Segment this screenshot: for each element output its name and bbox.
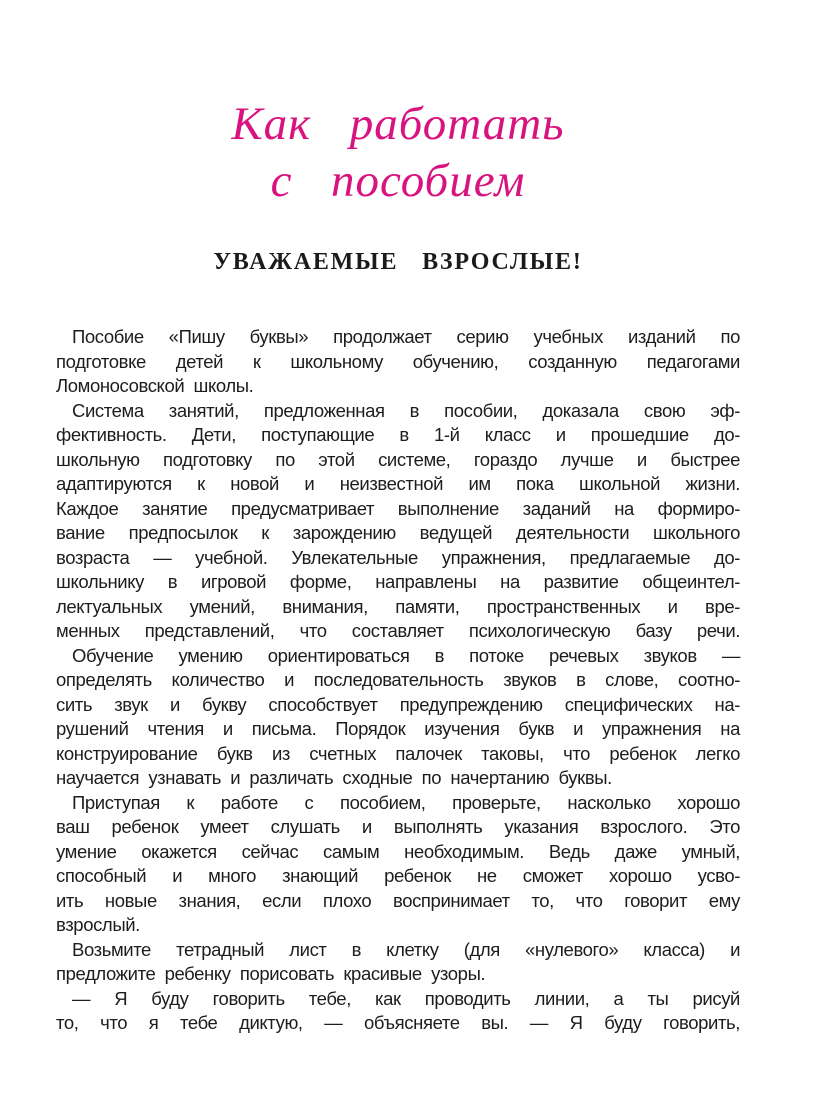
text-line: Система занятий, предложенная в пособии, доказала свою эф-	[72, 399, 740, 421]
text-line: — Я буду говорить тебе, как проводить линии, а ты рисуй	[72, 987, 740, 1009]
text-line: умение окажется сейчас самым необходимым. Ведь даже умный,	[56, 840, 740, 862]
paragraph	[56, 791, 740, 938]
text-line: рушений чтения и письма. Порядок изучения букв и упражнения на	[56, 718, 740, 739]
text-line: конструирование букв из счетных палочек таковы, что ребенок легко	[56, 742, 740, 764]
paragraph	[56, 987, 740, 1036]
text-line: предложите ребенку порисовать красивые узоры.	[56, 963, 486, 984]
text-line: фективность. Дети, поступающие в 1-й класс и прошедшие до-	[56, 424, 740, 445]
paragraph	[56, 938, 740, 987]
paragraph	[56, 644, 740, 791]
text-line: Каждое занятие предусматривает выполнение заданий на формиро-	[56, 497, 740, 519]
page-title	[56, 96, 740, 210]
text-line: подготовке детей к школьному обучению, созданную педагогами	[56, 350, 740, 372]
text-line: вание предпосылок к зарождению ведущей деятельности школьного	[56, 522, 740, 543]
page-title-line-2: с пособием	[270, 155, 526, 207]
text-line: Обучение умению ориентироваться в потоке речевых звуков —	[72, 644, 740, 666]
text-line: определять количество и последовательность звуков в слове, соотно-	[56, 669, 740, 690]
text-line: менных представлений, что составляет психологическую базу речи.	[56, 620, 740, 641]
text-line: возраста — учебной. Увлекательные упражнения, предлагаемые до-	[56, 546, 740, 568]
paragraph	[56, 325, 740, 399]
text-line: лектуальных умений, внимания, памяти, пространственных и вре-	[56, 595, 740, 617]
body-text	[56, 325, 740, 1036]
text-line: ить новые знания, если плохо воспринимает то, что говорит ему	[56, 889, 740, 911]
text-line: сить звук и букву способствует предупреждению специфических на-	[56, 693, 740, 715]
text-line: школьную подготовку по этой системе, гораздо лучше и быстрее	[56, 448, 740, 470]
text-line: Ломоносовской школы.	[56, 375, 254, 396]
text-line: Приступая к работе с пособием, проверьте, насколько хорошо	[72, 791, 740, 813]
text-line: адаптируются к новой и неизвестной им пока школьной жизни.	[56, 473, 740, 494]
section-heading: УВАЖАЕМЫЕ ВЗРОСЛЫЕ!	[213, 249, 583, 275]
text-line: Пособие «Пишу буквы» продолжает серию учебных изданий по	[72, 326, 740, 347]
text-line: Возьмите тетрадный лист в клетку (для «нулевого» класса) и	[72, 938, 740, 960]
text-line: школьнику в игровой форме, направлены на развитие общеинтел-	[56, 571, 740, 592]
paragraph	[56, 399, 740, 644]
text-line: взрослый.	[56, 914, 140, 935]
text-line: способный и много знающий ребенок не сможет хорошо усво-	[56, 865, 740, 886]
text-line: то, что я тебе диктую, — объясняете вы. — Я буду говорить,	[56, 1012, 740, 1033]
page-title-line-1: Как работать	[231, 98, 565, 150]
text-line: научается узнавать и различать сходные по начертанию буквы.	[56, 767, 612, 788]
text-line: ваш ребенок умеет слушать и выполнять указания взрослого. Это	[56, 816, 740, 837]
